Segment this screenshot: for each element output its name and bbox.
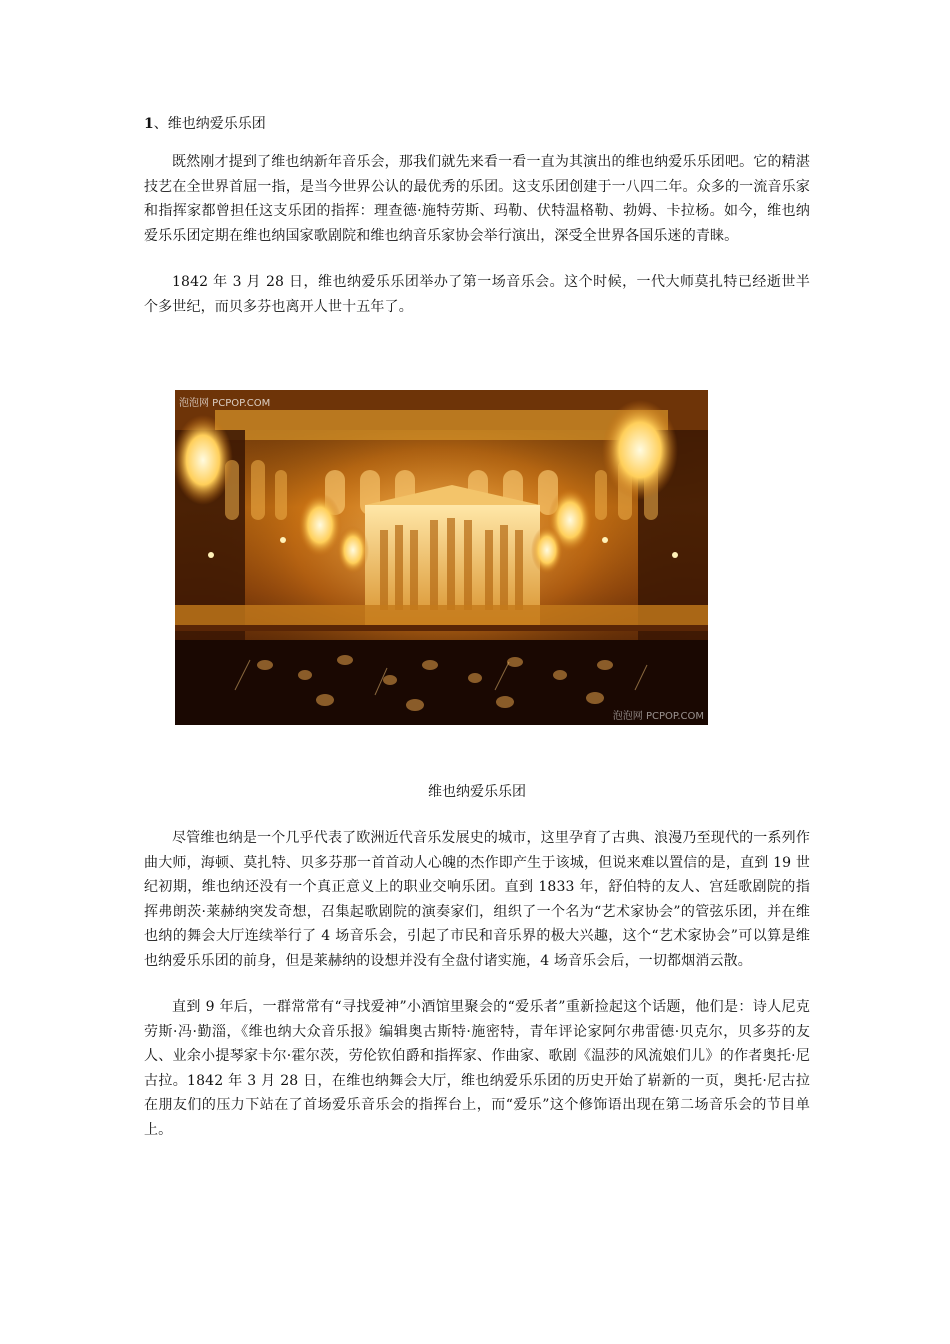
- paragraph-intro: 既然刚才提到了维也纳新年音乐会，那我们就先来看一看一直为其演出的维也纳爱乐乐团吧。它的精湛技艺在全世界首屈一指，是当今世界公认的最优秀的乐团。这支乐团创建于一八四二年。众多的一流音乐家和指挥家都曾担任这支乐团的指挥：理查德·施特劳斯、玛勒、伏特温格勒、勃姆、卡拉杨。如今，维也纳爱乐乐团定期在维也纳国家歌剧院和维也纳音乐家协会举行演出，深受全世界各国乐迷的青睐。: [144, 154, 810, 244]
- paragraph-first-concert: 1842 年 3 月 28 日，维也纳爱乐乐团举办了第一场音乐会。这个时候，一代大师莫扎特已经逝世半个多世纪，而贝多芬也离开人世十五年了。: [144, 274, 810, 315]
- photo-watermark-bottom: 泡泡网 PCPOP.COM: [612, 711, 704, 722]
- section-heading: [144, 112, 810, 136]
- section-number: 1: [144, 116, 154, 132]
- document-page: [144, 112, 810, 1138]
- paragraph-history: 尽管维也纳是一个几乎代表了欧洲近代音乐发展史的城市，这里孕育了古典、浪漫乃至现代的一系列作曲大师，海顿、莫扎特、贝多芬那一首首动人心魄的杰作即产生于该城，但说来难以置信的是，直到 19 世纪初期，维也纳还没有一个真正意义上的职业交响乐团。直到 1833 年，舒伯特的友人、宫廷歌剧院的指挥弗朗茨·莱赫纳突发奇想，召集起歌剧院的演奏家们，组织了一个名为“艺术家协会”的管弦乐团，并在维也纳的舞会大厅连续举行了 4 场音乐会，引起了市民和音乐界的极大兴趣，这个“艺术家协会”可以算是维也纳爱乐乐团的前身，但是莱赫纳的设想并没有全盘付诸实施，4 场音乐会后，一切都烟消云散。: [144, 830, 810, 969]
- photo-watermark-top: 泡泡网 PCPOP.COM: [179, 398, 271, 409]
- concert-hall-illustration: [175, 390, 708, 725]
- body-after-photo: [144, 826, 810, 1164]
- concert-hall-photo: [175, 390, 708, 725]
- paragraph-founding: 直到 9 年后，一群常常有“寻找爱神”小酒馆里聚会的“爱乐者”重新捡起这个话题，他们是：诗人尼克劳斯·冯·勤淄，《维也纳大众音乐报》编辑奥古斯特·施密特，青年评论家阿尔弗雷德·贝克尔，贝多芬的友人、业余小提琴家卡尔·霍尔茨，劳伦钦伯爵和指挥家、作曲家、歌剧《温莎的风流娘们儿》的作者奥托·尼古拉。1842 年 3 月 28 日，在维也纳舞会大厅，维也纳爱乐乐团的历史开始了崭新的一页，奥托·尼古拉在朋友们的压力下站在了首场爱乐音乐会的指挥台上，而“爱乐”这个修饰语出现在第二场音乐会的节目单上。: [144, 999, 810, 1138]
- section-separator: 、: [153, 116, 168, 132]
- section-title: 维也纳爱乐乐团: [167, 116, 266, 132]
- photo-caption: 维也纳爱乐乐团: [428, 784, 526, 800]
